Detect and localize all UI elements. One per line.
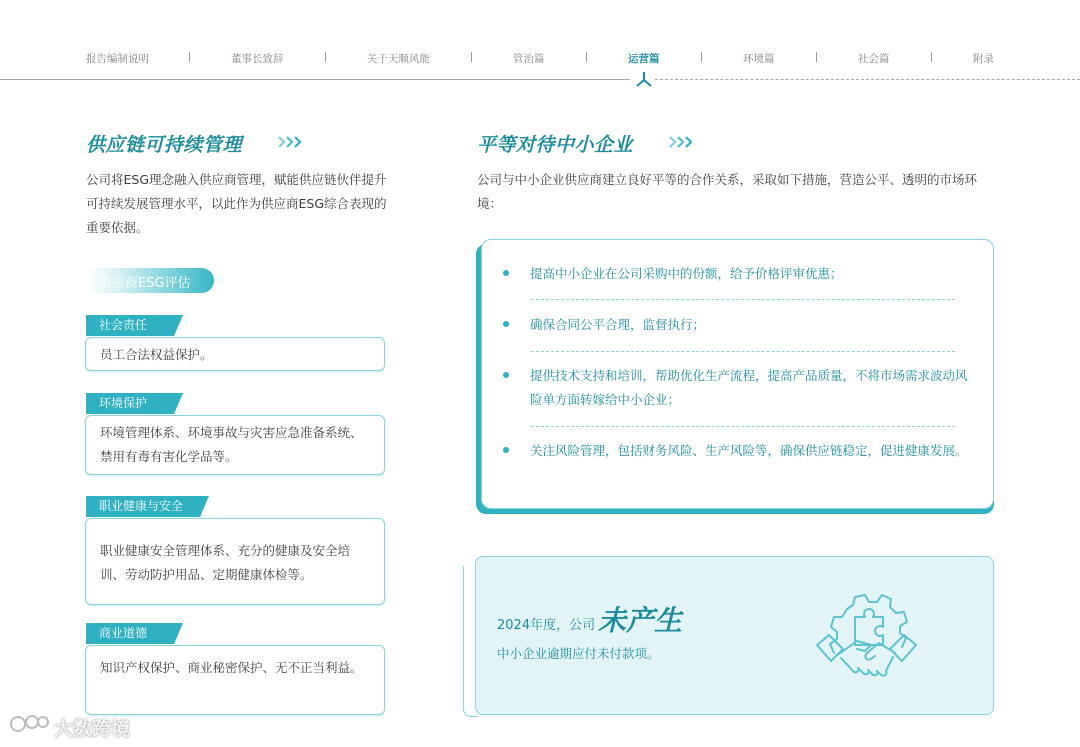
divider — [531, 426, 955, 427]
esg-evaluation-label: 供应商ESG评估 — [99, 276, 191, 291]
category-tag-ethics — [86, 623, 174, 644]
divider — [531, 351, 955, 352]
watermark — [8, 710, 131, 740]
result-prefix: 2024年度，公司 — [497, 618, 596, 633]
sme-intro: 公司与中小企业供应商建立良好平等的合作关系，采取如下措施，营造公平、透明的市场环境： — [477, 172, 978, 211]
category-box-health-safety — [85, 518, 385, 605]
measure-item: 提供技术支持和培训，帮助优化生产流程，提高产品质量，不将市场需求波动风险单方面转嫁给中小企业； — [530, 368, 968, 407]
category-tag-environment — [86, 393, 174, 414]
nav-item-report-notes[interactable]: 报告编制说明 — [86, 53, 149, 65]
category-tag-label: 社会责任 — [99, 318, 148, 332]
category-tag-health-safety — [86, 496, 200, 517]
nav-separator — [931, 52, 932, 62]
nav-separator — [189, 52, 190, 62]
category-tag-label: 环境保护 — [99, 396, 148, 410]
category-text: 职业健康安全管理体系、充分的健康及安全培训、劳动防护用品、定期健康体检等。 — [100, 543, 351, 582]
nav-separator — [586, 52, 587, 62]
measure-item: 确保合同公平合理，监督执行； — [530, 317, 706, 332]
top-navigation — [0, 0, 1080, 90]
nav-item-chairman-message[interactable]: 董事长致辞 — [231, 53, 284, 65]
category-box-ethics — [85, 645, 385, 715]
esg-evaluation-pill — [86, 268, 214, 293]
watermark-logo-icon — [8, 710, 50, 738]
measure-item: 提高中小企业在公司采购中的份额，给予价格评审优惠； — [530, 266, 843, 281]
bullet-dot — [503, 270, 509, 276]
category-text: 知识产权保护、商业秘密保护、无不正当利益。 — [100, 660, 363, 675]
watermark-text: 大数跨境 — [54, 718, 131, 740]
supply-chain-intro: 公司将ESG理念融入供应商管理，赋能供应链伙伴提升可持续发展管理水平，以此作为供应商ESG综合表现的重要依据。 — [86, 172, 387, 235]
chevrons-right-icon — [668, 135, 694, 149]
bullet-dot — [503, 321, 509, 327]
nav-separator — [701, 52, 702, 62]
nav-underline-dashed — [655, 79, 1080, 80]
category-text: 环境管理体系、环境事故与灾害应急准备系统、禁用有毒有害化学品等。 — [100, 425, 363, 464]
category-box-environment — [85, 415, 385, 475]
nav-item-environment[interactable]: 环境篇 — [743, 53, 775, 65]
nav-underline — [0, 79, 630, 80]
measure-item: 关注风险管理，包括财务风险、生产风险等，确保供应链稳定，促进健康发展。 — [530, 443, 968, 458]
section-title-supply-chain: 供应链可持续管理 — [86, 134, 243, 156]
measures-box — [481, 239, 994, 509]
section-title-sme: 平等对待中小企业 — [477, 134, 634, 156]
nav-separator — [471, 52, 472, 62]
nav-item-appendix[interactable]: 附录 — [973, 53, 994, 65]
nav-marker-icon — [634, 70, 654, 90]
category-tag-label: 商业道德 — [99, 626, 148, 640]
category-tag-label: 职业健康与安全 — [99, 499, 184, 513]
nav-separator — [816, 52, 817, 62]
nav-item-operations[interactable]: 运营篇 — [628, 53, 660, 65]
nav-item-about-company[interactable]: 关于天顺风能 — [367, 53, 430, 65]
bullet-dot — [503, 372, 509, 378]
category-box-social — [85, 337, 385, 371]
nav-item-social[interactable]: 社会篇 — [858, 53, 890, 65]
chevrons-right-icon — [277, 135, 303, 149]
result-box — [475, 556, 994, 715]
nav-separator — [325, 52, 326, 62]
category-tag-social — [86, 315, 174, 336]
nav-item-governance[interactable]: 管治篇 — [513, 53, 545, 65]
category-text: 员工合法权益保护。 — [100, 347, 213, 362]
result-description: 中小企业逾期应付未付款项。 — [497, 646, 660, 661]
divider — [531, 299, 955, 300]
result-emphasis: 未产生 — [598, 604, 683, 637]
bullet-dot — [503, 447, 509, 453]
handshake-icon — [809, 579, 924, 699]
